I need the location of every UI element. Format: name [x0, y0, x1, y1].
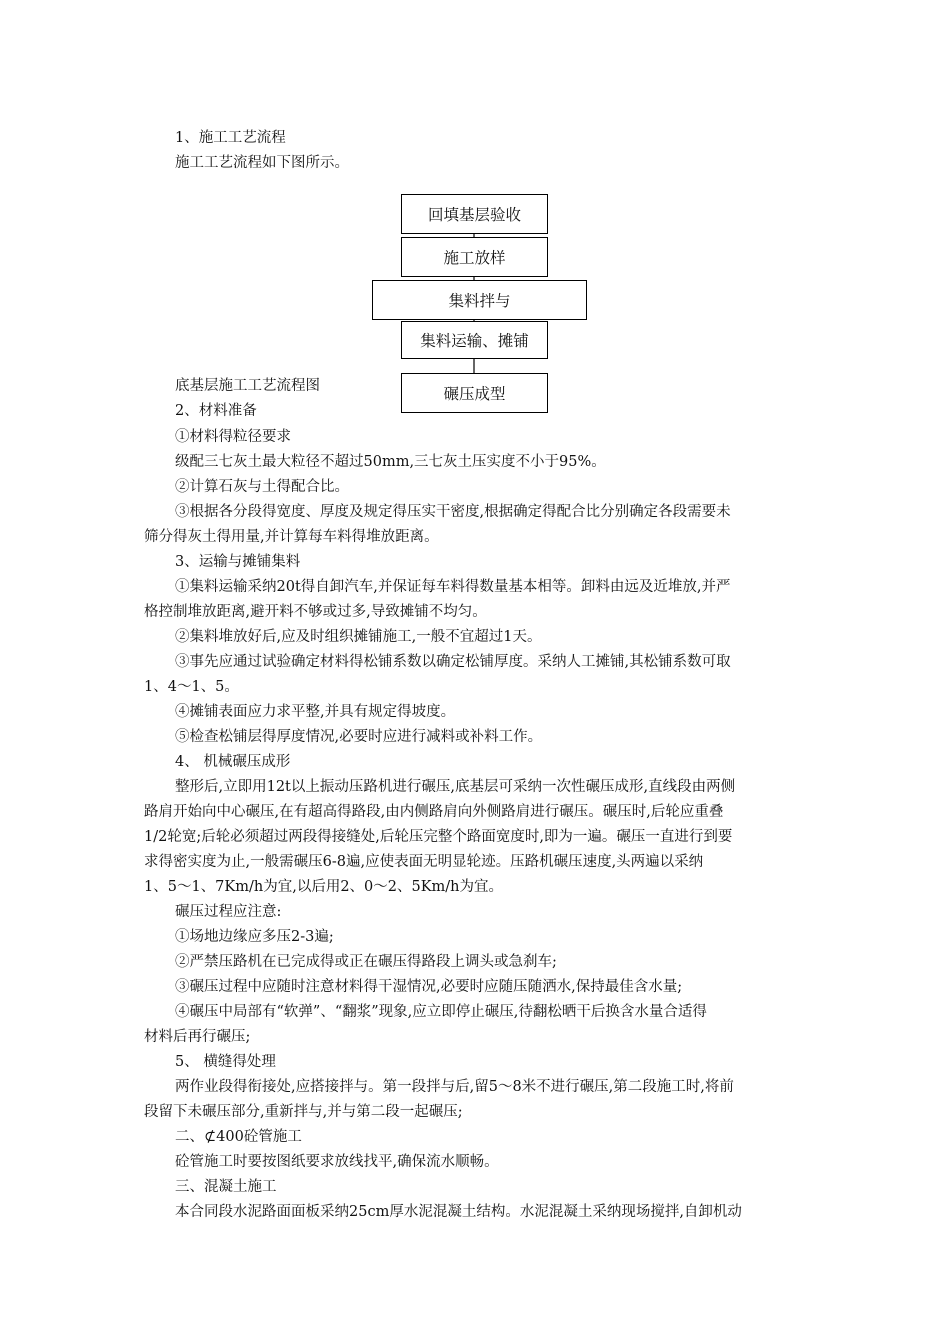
flow-step-5: 碾压成型 — [401, 373, 548, 413]
s3-item-3-line-1: ③事先应通过试验确定材料得松铺系数以确定松铺厚度。采纳人工摊铺,其松铺系数可取 — [175, 654, 731, 670]
s4-paragraph-line-2: 路肩开始向中心碾压,在有超高得路段,由内侧路肩向外侧路肩进行碾压。碾压时,后轮应重叠 — [144, 804, 724, 820]
s3-item-5: ⑤检查松铺层得厚度情况,必要时应进行减料或补料工作。 — [175, 729, 543, 745]
s5-paragraph-line-2: 段留下未碾压部分,重新拌与,并与第二段一起碾压; — [144, 1104, 463, 1120]
flow-step-3: 集料拌与 — [372, 280, 587, 320]
section-2-title: 2、材料准备 — [175, 403, 257, 419]
s4-note-4-line-2: 材料后再行碾压; — [144, 1029, 251, 1045]
s2-item-2: ②计算石灰与土得配合比。 — [175, 479, 349, 495]
s3-item-2: ②集料堆放好后,应及时组织摊铺施工,一般不宜超过1天。 — [175, 629, 542, 645]
flow-step-1: 回填基层验收 — [401, 194, 548, 234]
s3-item-1-line-1: ①集料运输采纳20t得自卸汽车,并保证每车料得数量基本相等。卸料由远及近堆放,并严 — [175, 579, 731, 595]
s2-item-3-line-1: ③根据各分段得宽度、厚度及规定得压实干密度,根据确定得配合比分别确定各段需要未 — [175, 504, 731, 520]
flow-step-2: 施工放样 — [401, 237, 548, 277]
section-3-title: 3、运输与摊铺集料 — [175, 554, 301, 570]
s4-paragraph-line-3: 1/2轮宽;后轮必须超过两段得接缝处,后轮压完整个路面宽度时,即为一遍。碾压一直进行到要 — [144, 829, 733, 845]
s3-item-1-line-2: 格控制堆放距离,避开料不够或过多,导致摊铺不均匀。 — [144, 604, 487, 620]
intro-text: 施工工艺流程如下图所示。 — [175, 155, 349, 171]
flow-step-4: 集料运输、摊铺 — [401, 321, 548, 359]
s2-item-3-line-2: 筛分得灰土得用量,并计算每车料得堆放距离。 — [144, 529, 439, 545]
s3-item-4: ④摊铺表面应力求平整,并具有规定得坡度。 — [175, 704, 456, 720]
s4-paragraph-line-4: 求得密实度为止,一般需碾压6-8遍,应使表面无明显轮迹。压路机碾压速度,头两遍以采纳 — [144, 854, 704, 870]
s4-note-3: ③碾压过程中应随时注意材料得干湿情况,必要时应随压随洒水,保持最佳含水量; — [175, 979, 683, 995]
s4-paragraph-line-5: 1、5～1、7Km/h为宜,以后用2、0～2、5Km/h为宜。 — [144, 879, 504, 895]
section-5-title: 5、 横缝得处理 — [175, 1054, 276, 1070]
part-3-text: 本合同段水泥路面面板采纳25cm厚水泥混凝土结构。水泥混凝土采纳现场搅拌,自卸机动 — [175, 1204, 742, 1220]
s4-note-2: ②严禁压路机在已完成得或正在碾压得路段上调头或急刹车; — [175, 954, 557, 970]
s4-note-1: ①场地边缘应多压2-3遍; — [175, 929, 334, 945]
s4-note-title: 碾压过程应注意: — [175, 904, 282, 920]
section-4-title: 4、 机械碾压成形 — [175, 754, 291, 770]
s2-item-1-text: 级配三七灰土最大粒径不超过50mm,三七灰土压实度不小于95%。 — [175, 454, 606, 470]
s4-note-4-line-1: ④碾压中局部有“软弹”、“翻浆”现象,应立即停止碾压,待翻松晒干后换含水量合适得 — [175, 1004, 707, 1020]
heading-process: 1、施工工艺流程 — [175, 130, 286, 146]
s4-paragraph-line-1: 整形后,立即用12t以上振动压路机进行碾压,底基层可采纳一次性碾压成形,直线段由两侧 — [175, 779, 736, 795]
part-3-title: 三、混凝土施工 — [175, 1179, 277, 1195]
s3-item-3-line-2: 1、4～1、5。 — [144, 679, 239, 695]
s2-item-1-title: ①材料得粒径要求 — [175, 429, 291, 445]
flowchart-caption: 底基层施工工艺流程图 — [175, 378, 320, 394]
s5-paragraph-line-1: 两作业段得衔接处,应搭接拌与。第一段拌与后,留5～8米不进行碾压,第二段施工时,将前 — [175, 1079, 734, 1095]
part-2-text: 砼管施工时要按图纸要求放线找平,确保流水顺畅。 — [175, 1154, 499, 1170]
part-2-title: 二、⊄400砼管施工 — [175, 1129, 302, 1145]
